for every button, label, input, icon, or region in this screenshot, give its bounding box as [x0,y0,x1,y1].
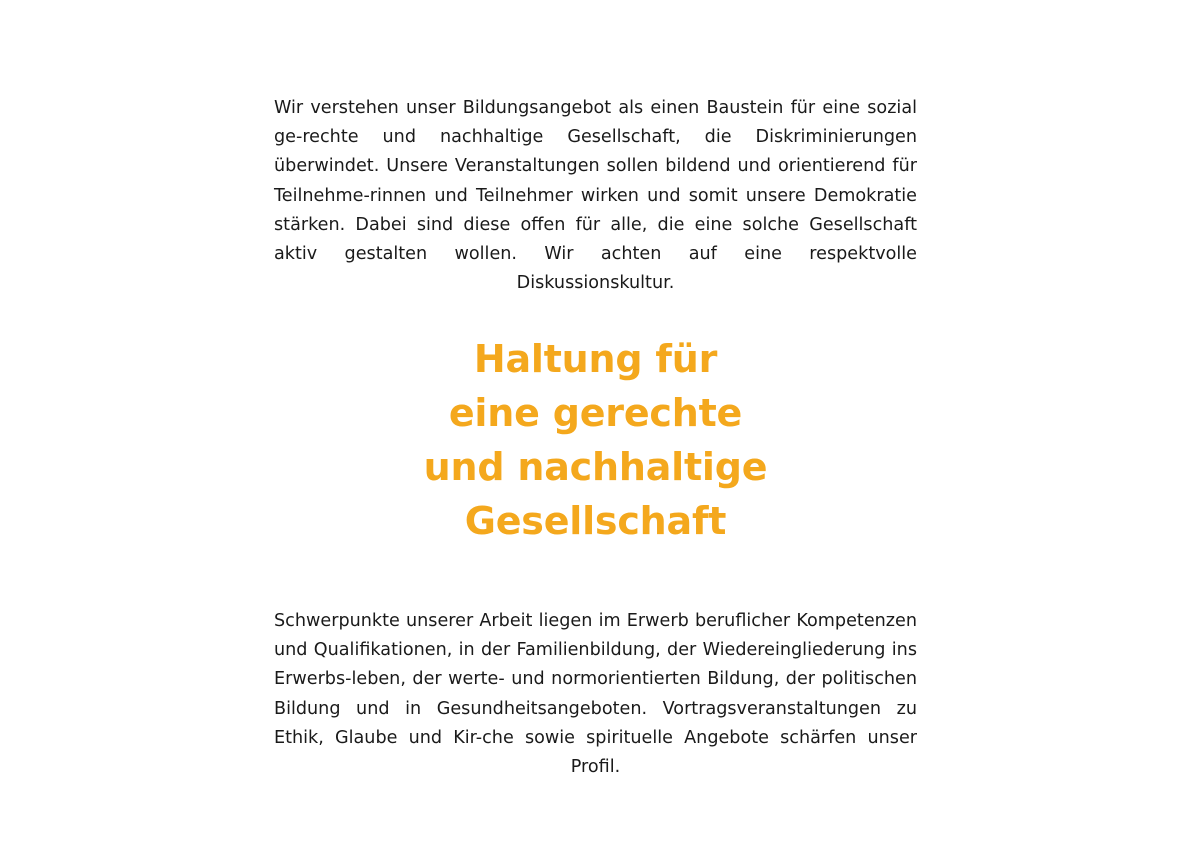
heading-line-2: eine gerechte [448,391,743,435]
section-heading [274,332,917,548]
heading-line-3: und nachhaltige [423,445,768,489]
heading-line-4: Gesellschaft [464,499,727,543]
heading-line-1: Haltung für [473,337,718,381]
focus-paragraph: Schwerpunkte unserer Arbeit liegen im Erwerb beruflicher Kompetenzen und Qualifikationen, in der Familienbildung, der Wiedereingliederung ins Erwerbs-leben, der werte- und normorientierten Bildung, der politischen Bildung und in Gesundheitsangeboten. Vortragsveranstaltungen zu Ethik, Glaube und Kir-che sowie spirituelle Angebote schärfen unser Profil. [274,611,917,778]
intro-paragraph: Wir verstehen unser Bildungsangebot als einen Baustein für eine sozial ge-rechte und nachhaltige Gesellschaft, die Diskriminierungen überwindet. Unsere Veranstaltungen sollen bildend und orientierend für Teilnehme-rinnen und Teilnehmer wirken und somit unsere Demokratie stärken. Dabei sind diese offen für alle, die eine solche Gesellschaft aktiv gestalten wollen. Wir achten auf eine respektvolle Diskussionskultur. [274,98,917,294]
